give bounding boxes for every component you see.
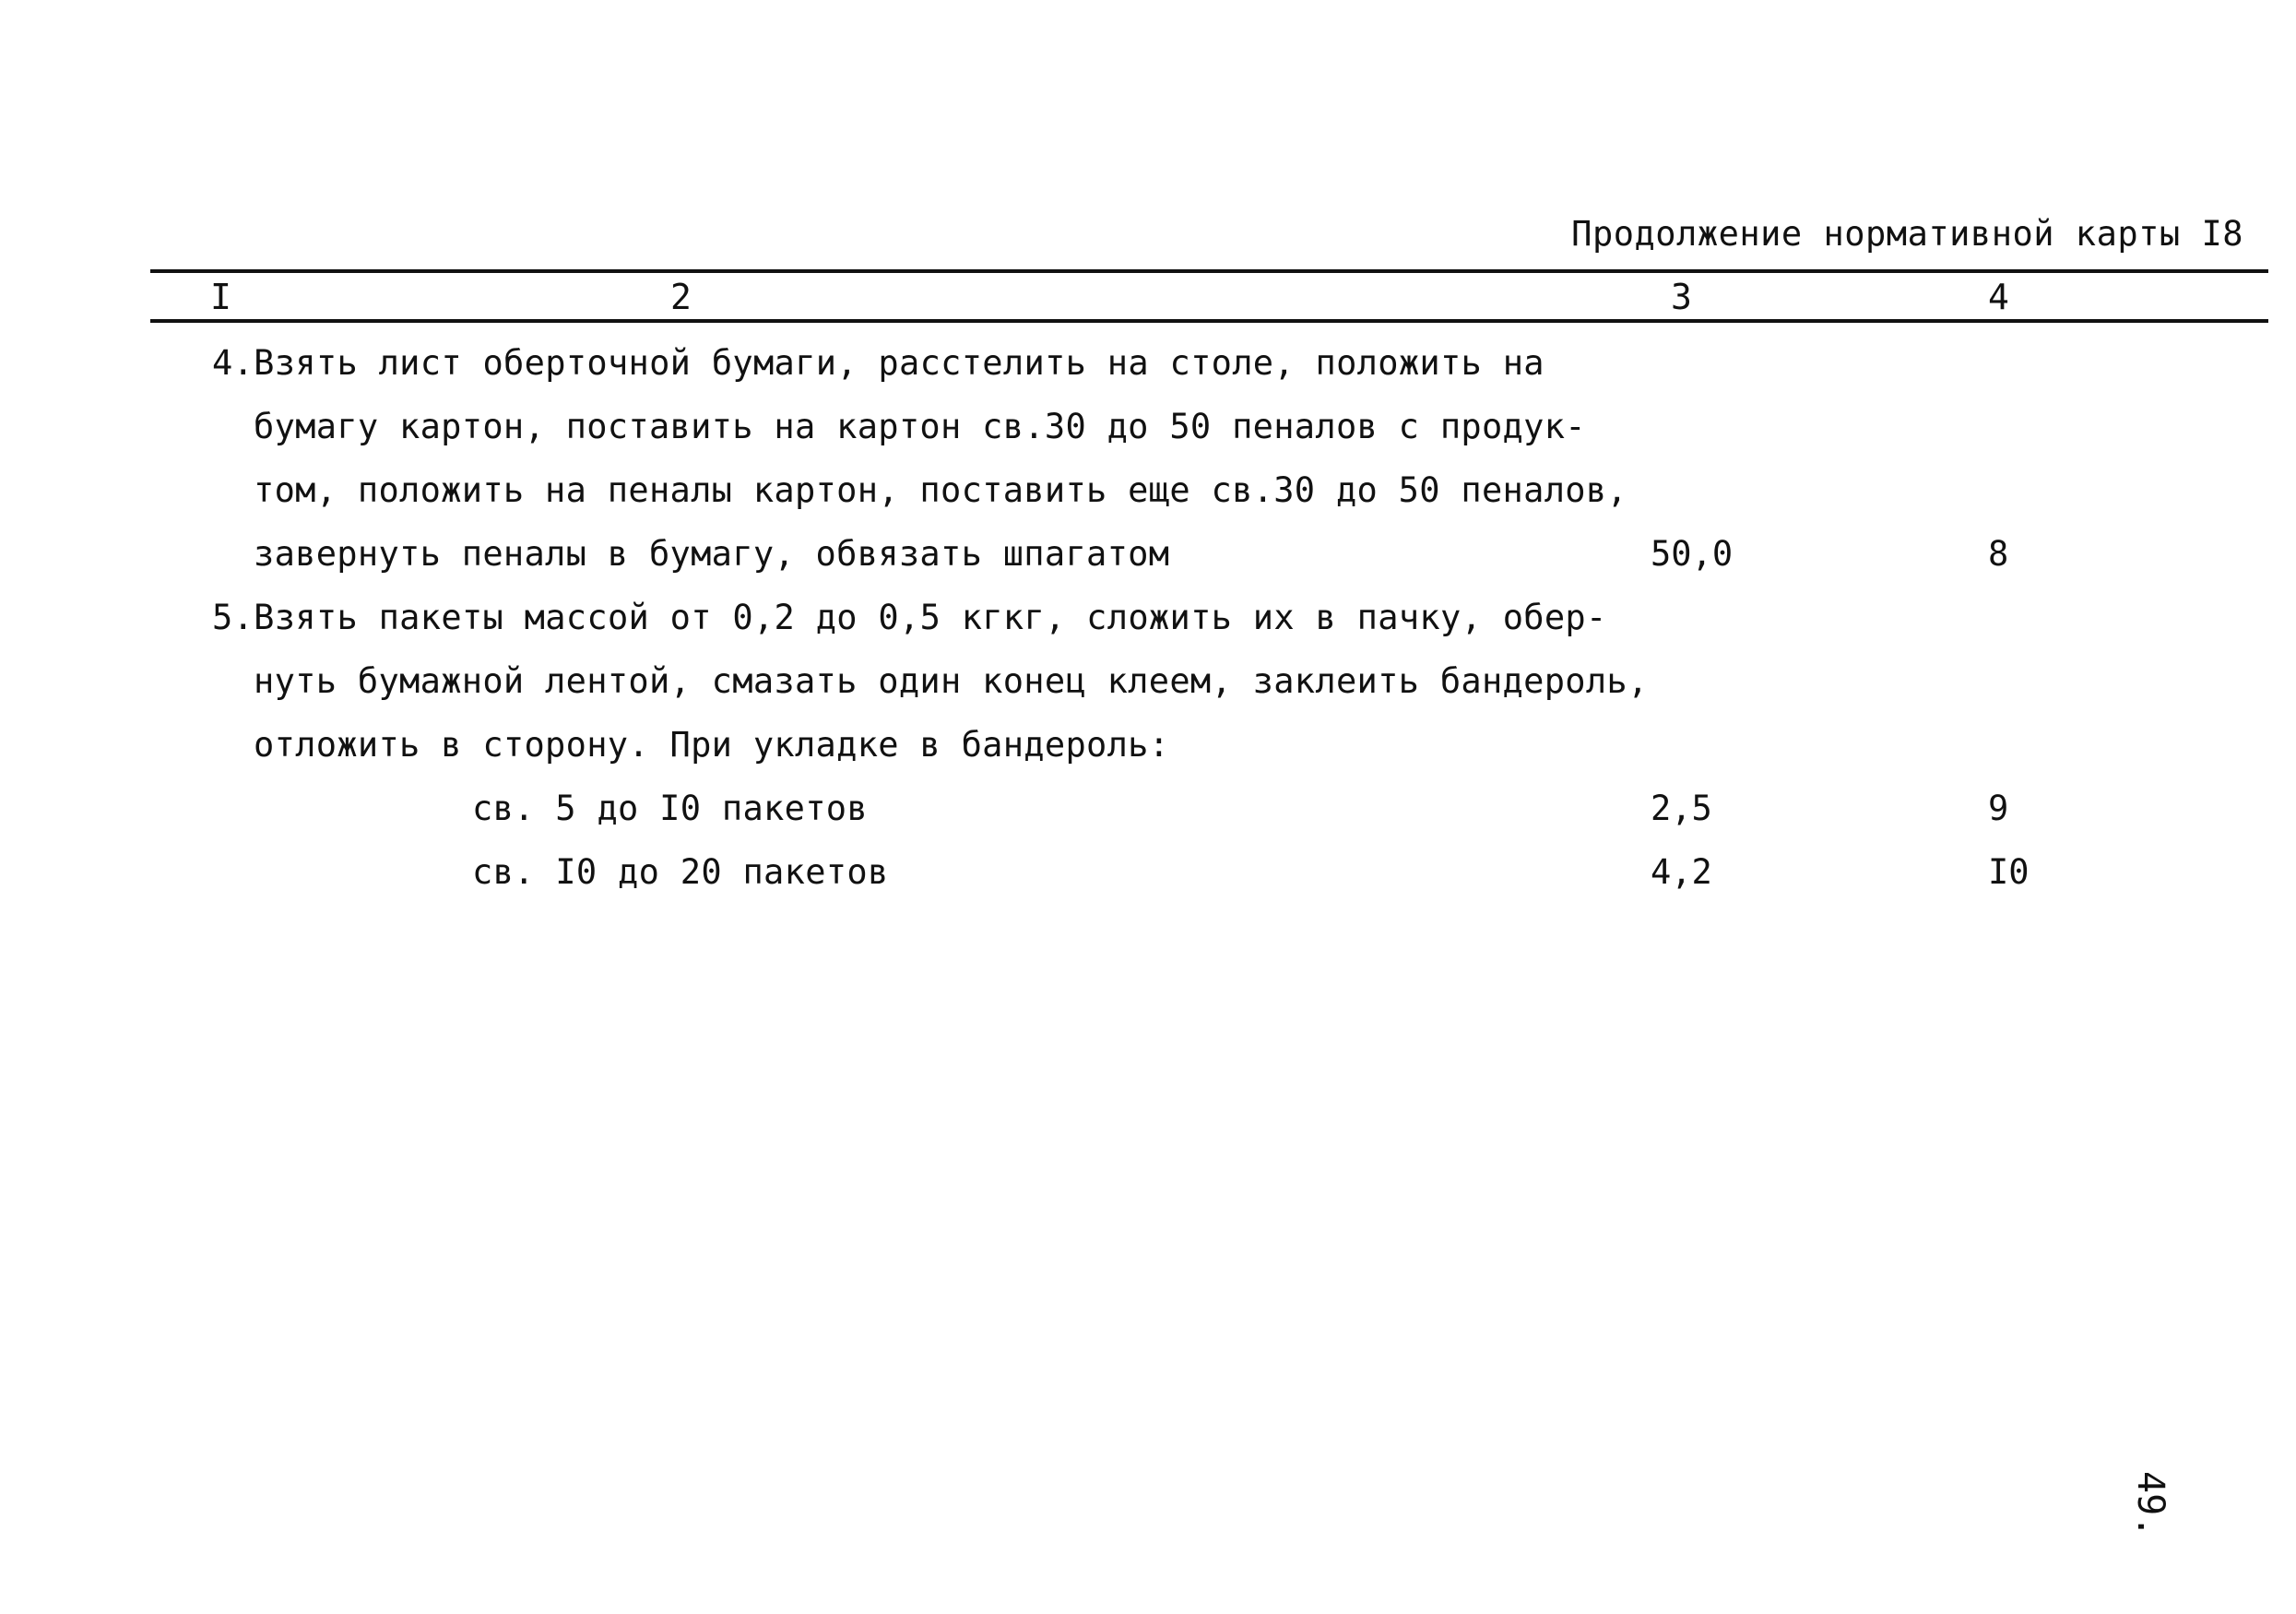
- row-4-line-1: 4.Взять лист оберточной бумаги, расстелить на столе, положить на: [212, 343, 1544, 383]
- column-number-2: 2: [670, 277, 692, 317]
- continuation-heading: Продолжение нормативной карты I8: [1571, 214, 2243, 254]
- page-number: 49.: [2129, 1471, 2172, 1538]
- column-number-4: 4: [1988, 277, 2009, 317]
- table-header-rule: [150, 319, 2268, 323]
- row-5-line-1: 5.Взять пакеты массой от 0,2 до 0,5 кгкг, сложить их в пачку, обер-: [212, 598, 1607, 637]
- column-number-3: 3: [1671, 277, 1692, 317]
- row-5b-label: св. I0 до 20 пакетов: [472, 852, 889, 892]
- row-5a-col3-value: 2,5: [1651, 789, 1712, 828]
- row-5a-col4-value: 9: [1988, 789, 2009, 828]
- row-5-line-2: нуть бумажной лентой, смазать один конец клеем, заклеить бандероль,: [254, 661, 1649, 701]
- row-5-line-3: отложить в сторону. При укладке в бандероль:: [254, 725, 1170, 765]
- row-5b-col4-value: I0: [1988, 852, 2030, 892]
- column-number-1: I: [210, 277, 231, 317]
- row-4-line-3: том, положить на пеналы картон, поставить еще св.30 до 50 пеналов,: [254, 470, 1628, 510]
- row-4-line-2: бумагу картон, поставить на картон св.30 до 50 пеналов с продук-: [254, 407, 1586, 446]
- table-top-rule: [150, 269, 2268, 273]
- row-5a-label: св. 5 до I0 пакетов: [472, 789, 868, 828]
- row-4-col3-value: 50,0: [1651, 534, 1734, 574]
- row-5b-col3-value: 4,2: [1651, 852, 1712, 892]
- row-4-line-4: завернуть пеналы в бумагу, обвязать шпагатом: [254, 534, 1170, 574]
- row-4-col4-value: 8: [1988, 534, 2009, 574]
